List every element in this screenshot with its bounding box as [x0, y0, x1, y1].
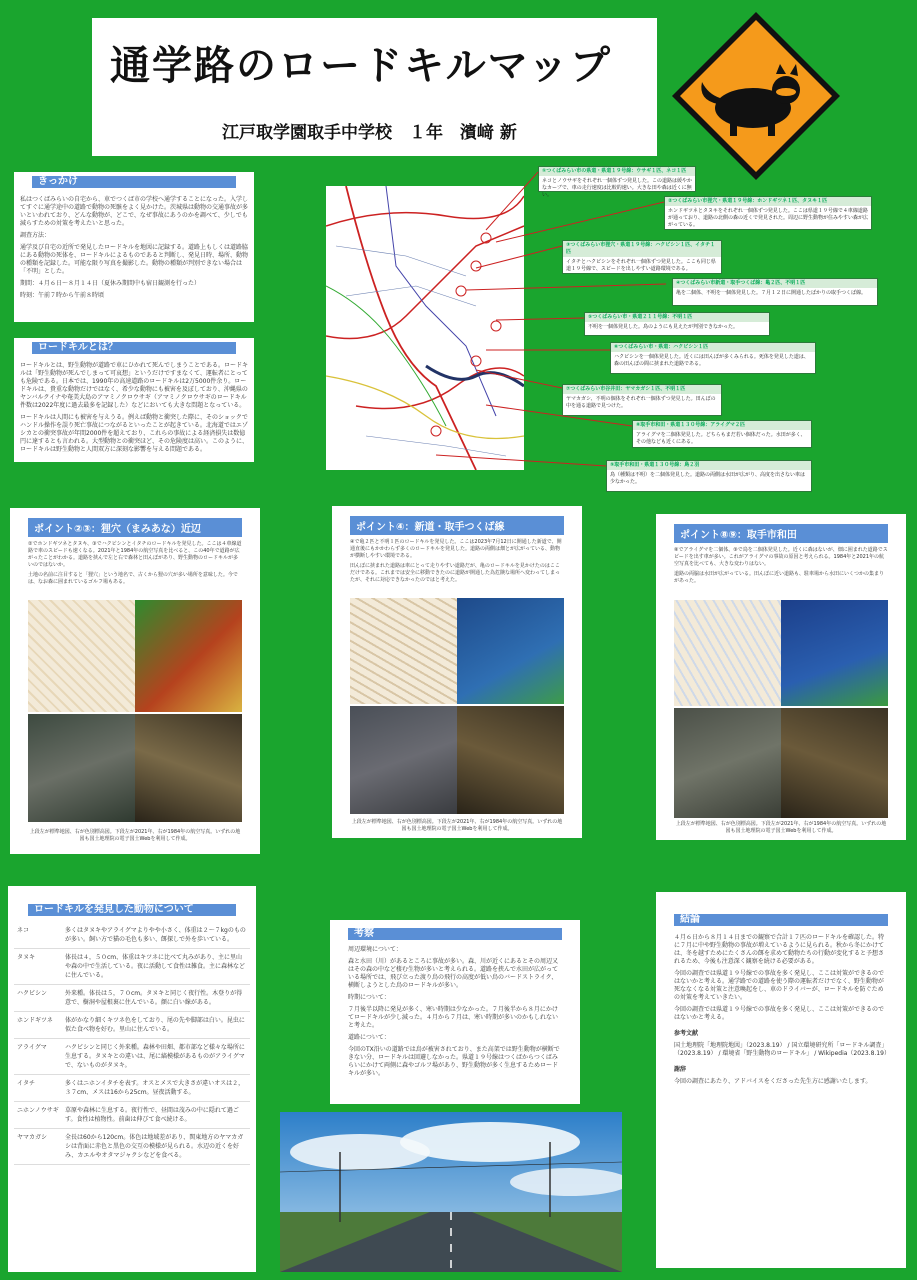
table-row: ニホンノウサギ 草原や森林に生息する。夜行性で、昼間は茂みの中に隠れて過ごす。食性は植物性。前歯は伸びて食べ続ける。: [14, 1102, 250, 1129]
map-label-6: ⑥つくばみらい市・県道：ハクビシン１匹 ハクビシンを一個体発見した。近くには田んぼが多くみられる。死体を発見した道は、森の田んぼの間に挟まれた道路である。: [610, 342, 816, 374]
ketsuron-panel: [656, 892, 906, 1268]
point-2-desc-2: 田んぼに挟まれた道路は車にとって走りやすい道路だが、亀のロードキルを見かけたのはここだけである。これまでは安全に移動できたのに道路が開通した為危険な場所へ変わってしまったが、それに対応できなかったのではと考えた。: [350, 563, 560, 583]
animals-table: [14, 922, 250, 1165]
map-label-2: ②つくばみらい市狸穴・県道１９号線：ホンドギツネ１匹、タヌキ１匹 ホンドギツネとタヌキをそれぞれ一個体ずつ発見した。ここは県道１９号線で４車線道路が通っており、道路の北側の森の近くで発見された。周辺に野生動物が住みやすい森が広がっている。: [664, 196, 872, 230]
point-1-desc-2: 土地の名前に注目すると「狸穴」という地名で、古くから狸の穴が多い場所を意味した。今では、なお森に囲まれているゴルフ場もある。: [28, 572, 238, 585]
animals-heading: ロードキルを発見した動物について: [28, 904, 236, 916]
aerial-2021-1: [28, 714, 135, 822]
map-label-4: ④つくばみらい市新道・取手つくば線：亀２匹、不明１匹 亀を二個体、不明を一個体発見した。７月１２日に開通したばかりの取手つくば線。: [672, 278, 878, 306]
point-3-desc-2: 道路の両脇は水田が広がっている。田んぼに近い道路も、駐車場から水田にいくつかの集まりがあった。: [674, 571, 885, 584]
thanks-text: 今回の調査にあたり、アドバイスをくださった先生方に感謝いたします。: [674, 1078, 872, 1085]
elevation-map-3: [781, 600, 888, 706]
table-row: ホンドギツネ 体がかなり細くキツネ色をしており、尾の先や脚部は白い。昆虫に似た食べ物を好む。里山に住んでいる。: [14, 1012, 250, 1039]
table-row: アライグマ ハクビシンと同じく外来種。森林や田畑、都市部など様々な場所に生息する。タヌキとの違いは、尾に縞模様があるものがアライグマで、ないものがタヌキ。: [14, 1039, 250, 1075]
kikkake-method: 通学及び自宅の近所で発見したロードキルを地図に記録する。道路上もしくは道路脇にある動物の死体を、ロードキルによるものであると判断し、発見日時、場所、動物の種類を記録した。可能な限り写真を撮影した。動物の種類が判別できない場合は「不明」とした。: [20, 244, 248, 275]
school-name: 江戸取学園取手中学校 １年 濱﨑 新: [222, 123, 517, 143]
point-2-caption: 上段左が標準地図、右が色別標高図。下段左が2021年、右が1984年の航空写真。いずれの地図も国土地理院の電子国土Webを利用して作成。: [351, 819, 563, 832]
point-3-desc: ⑧でアライグマを二個体、⑨で鳥を二個体発見した。近くに森はないが、畑に囲まれた道路でスピードを出す車が多い。これがアライグマの事故の原因と考えられる。1984年と2021年の航空写真を比べても、大きな変わりはない。: [674, 547, 888, 567]
point-2-desc: ④で亀２匹と不明１匹のロードキルを発見した。ここは2023年7月12日に開通した新道で、開通直後にもかかわらず多くのロードキルを発見した。道路の両側は畑とが広がっている、動物が横断しやすい環境である。: [350, 539, 562, 559]
roadkill-text-1: ロードキルとは、野生動物が道路で車にひかれて死んでしまうことである。ロードキルは「野生動物が死んでしまって可哀想」というだけですまなくて、運転者にとっても危険である。日本では、1990年の高速道路のロードキルは2万5000件余り。ロードキルは、貴重な動物だけではなく、希少な動物にも被害を及ぼしており、沖縄県のヤンバルクイナや奄美大島のアマミノクロウサギ（アマミノクロウサギのロードキル件数は2022年度に過去最多を記録した）などにおいても大きな問題となっている。: [20, 362, 248, 409]
ketsuron-text-1: ４月６日から８月１４日までの観察で合計１７匹のロードキルを確認した。特に７月に中や野生動物の事故が増えているように見られる。秋から冬にかけては、冬を越すためにたくさんの餌を求めて動物たちの行動が変化すると予想されるため、今後も注意深く観察を続ける必要がある。: [674, 934, 885, 965]
kousatsu-sub-2: 時期について：: [348, 994, 390, 1001]
point-2-panel: [332, 506, 582, 838]
point-3-panel: [656, 514, 906, 840]
thanks-heading: 謝辞: [674, 1066, 687, 1073]
road-photo: [280, 1112, 622, 1272]
kousatsu-sub-3: 道路について：: [348, 1034, 390, 1041]
raccoon-warning-sign-icon: [668, 8, 844, 184]
table-row: ハクビシン 外来種。体長は５，７０cm。タヌキと同じく夜行性。木登りが得意で、樹洞や屋根裏に住んでいる。顔に白い線がある。: [14, 985, 250, 1012]
standard-map-2: [350, 598, 457, 704]
point-1-caption: 上段左が標準地図、右が色別標高図。下段左が2021年、右が1984年の航空写真。いずれの地図も国土地理院の電子国土Webを利用して作成。: [29, 829, 241, 842]
table-row: ヤマカガシ 全長は60から120cm。体色は地域差があり、関東地方のヤマカガシは背面に赤色と黒色の交互の模様が見られる。水辺の近くを好み、カエルやオタマジャクシなどを食べる。: [14, 1129, 250, 1165]
kousatsu-heading: 考察: [348, 928, 562, 940]
references-heading: 参考文献: [674, 1030, 699, 1037]
references-list: 国土地理院「地理院地図」（2023.8.19） / 国立環境研究所「ロードキル調査」（2023.8.19） / 環境省「野生動物のロードキル」 / Wikipedia（2023.8.19）: [674, 1042, 890, 1057]
ketsuron-heading: 結論: [674, 914, 888, 926]
kikkake-method-label: 調査方法：: [20, 232, 51, 239]
kikkake-period: 期間：４月６日〜８月１４日（夏休み期間中も宿日観測を行った）: [20, 280, 201, 287]
kousatsu-text-1: 森と水田（川）があるところに事故が多い。森、川が近くにあるとその周辺又はその森の中など棲む生物が多いと考えられる。道路を挟んで水田が広がっている場所では、飛び立った渡り鳥の飛行の高度が低い鳥のバードストライク、横断しようとした鳥のロードキルが多い。: [348, 958, 559, 989]
title-panel: [92, 18, 657, 156]
route-map: [326, 186, 524, 470]
map-label-5: ⑤つくばみらい市・県道２１１号線：不明１匹 不明を一個体発見した。鳥のようにも見えたが判別できなかった。: [584, 312, 770, 336]
aerial-1984-1: [135, 714, 242, 822]
kikkake-box: [14, 172, 254, 322]
table-row: ネコ 多くはタヌキやアライグマよりやや小さく、体重は２〜７kgのものが多い。飼い方で猫の毛色も多い、餌探しで外を歩いている。: [14, 922, 250, 949]
roadkill-heading: ロードキルとは？: [32, 342, 236, 354]
elevation-map-1: [135, 600, 242, 712]
elevation-map-2: [457, 598, 564, 704]
map-label-8: ⑧取手市和田・県道１３０号線：アライグマ２匹 アライグマを二個体発見した。どちらもまだ若い個体だった。水田が多く、その他なども近くにある。: [632, 420, 812, 448]
kikkake-text: 私はつくばみらいの自宅から、車でつくば市の学校へ通学することになった。入学してすぐに通学途中の道路で動物の死骸をよく見かけた。茨城県は動物の交通事故が多いといわれており、どんな動物が、どこで、なぜ事故にあうのかを調べて、少しでも減らすための対策を考えたいと思った。: [20, 196, 249, 227]
map-label-1: ①つくばみらい市の県道・県道１９号線：ウサギ１匹、ネコ１匹 ネコとノウサギをそれぞれ一個体ずつ発見した。この道路は緩やかなカーブで、車の走行速度は比較的速い。大きな田や森は近くに無い。: [538, 166, 696, 192]
ketsuron-text-2: 今回の調査では県道１９号線での事故を多く発見し、ここは対策ができるのではないかと考える。通学路での道路を使う際の運転者だけでなく、野生動物が死ななくなる対策と注意喚起をし、車のドライバーが、ロードキルを防ぐための対策を考えていきたい。: [674, 970, 885, 1001]
kikkake-time: 時刻：午前７時から午前８時頃: [20, 292, 105, 299]
aerial-2021-3: [674, 708, 781, 818]
kousatsu-text-3: 今回のTX沿いの道路では鳥が被害されており、また高架では野生動物が横断できない分、ロードキルは回避しなかった。県道１９号線はつくばからつくばみらいにかけて両側に森やゴルフ場があり、野生動物が多く生息するためロードキルが多い。: [348, 1046, 560, 1077]
standard-map-3: [674, 600, 781, 706]
kousatsu-text-2: ７月後半以降に発見が多く、寒い時期は少なかった。７月後半から８月にかけてロードキルが少し減った。４月から７月は、寒い時期が多いのかもしれないと考えた。: [348, 1006, 558, 1029]
table-row: イタチ 多くはニホンイタチを表す。オスとメスで大きさが違いオスは２，３７cm、メスは16から25cm。昼夜活動する。: [14, 1075, 250, 1102]
page-title: 通学路のロードキルマップ: [110, 43, 612, 89]
aerial-1984-3: [781, 708, 888, 818]
roadkill-text-2: ロードキルは人間にも被害を与えうる。例えば動物と衝突した際に、そのショックでハンドル操作を誤り死亡事故につながるといったことが起きている。北海道ではエゾシカとの衝突事故が年間2000件を超えており、これらの事故による経済損失は数億円に達するとも言われる。大型動物との衝突ほど、その危険度は高い。このように、ロードキルは野生動物と人間双方に深刻な影響を与える問題である。: [20, 414, 249, 453]
point-3-caption: 上段左が標準地図、右が色別標高図。下段左が2021年、右が1984年の航空写真。いずれの地図も国土地理院の電子国土Webを利用して作成。: [675, 821, 887, 834]
aerial-2021-2: [350, 706, 457, 814]
kousatsu-panel: [330, 920, 580, 1104]
point-1-heading: ポイント②③：狸穴（まみあな）近辺: [28, 518, 242, 537]
standard-map-1: [28, 600, 135, 712]
animals-panel: [8, 886, 256, 1272]
roadkill-box: [14, 338, 254, 462]
kikkake-heading: きっかけ: [32, 176, 236, 188]
map-label-7: ⑦つくばみらい市谷井田：ヤマカガシ１匹、不明１匹 ヤマカガシ、不明の個体をそれぞれ一個体ずつ発見した。田んぼの中を通る道路で見つけた。: [562, 384, 722, 416]
aerial-1984-2: [457, 706, 564, 814]
point-3-heading: ポイント⑧⑨：取手市和田: [674, 524, 888, 543]
table-row: タヌキ 体長は４，５０cm、体重はキツネに比べて丸みがあり、主に里山や森の中で生活している。夜に活動して食性は雑食。主に森林などに住んでいる。: [14, 949, 250, 985]
ketsuron-text-3: 今回の調査では県道１９号線での事故を多く発見し、ここは対策ができるのではないかと考える。: [674, 1006, 885, 1021]
point-2-heading: ポイント④：新道・取手つくば線: [350, 516, 564, 535]
kousatsu-sub-1: 周辺環境について：: [348, 946, 402, 953]
point-1-desc: ②でホンドギツネとタヌキ、③でハクビシンとイタチのロードキルを発見した。ここは４車線道路で車のスピードも速くなる。2021年と1984年の航空写真を比べると、この40年で道路が広がったことがわかる。道路を挟んで左と右で森林と田んぼがあり、野生動物のロードキルが多いのではないか。: [28, 541, 242, 568]
map-label-9: ⑨取手市和田・県道１３０号線：鳥２羽 鳥（種類は不明）を二個体発見した。道路の両側は水田が広がり、高度を出さない車は少なかった。: [606, 460, 812, 492]
point-1-panel: [10, 508, 260, 854]
map-label-3: ③つくばみらい市狸穴・県道１９号線：ハクビシン１匹、イタチ１匹 イタチとハクビシンをそれぞれ一個体ずつ発見した。ここも同じ県道１９号線で、スピードを出しやすい道路環境である。: [562, 240, 722, 274]
